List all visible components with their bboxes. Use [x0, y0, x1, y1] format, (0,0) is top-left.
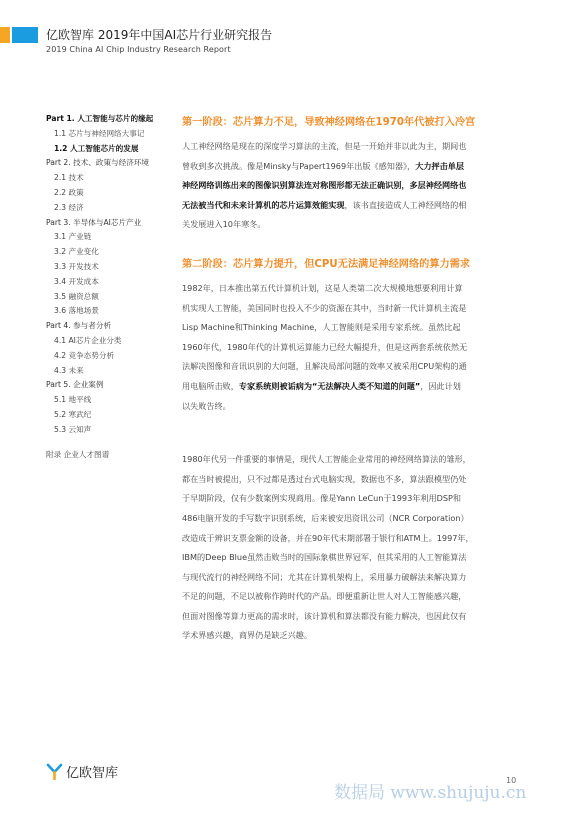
toc-item[interactable]: 2.3 经济	[54, 202, 84, 212]
text-line	[182, 509, 522, 529]
logo-text: 亿欧智库	[66, 766, 119, 781]
section3-paragraph	[182, 450, 522, 646]
toc-item[interactable]: 5.3 云知声	[54, 424, 92, 434]
text-span: 1982年，日本推出第五代计算机计划，这是人类第二次大规模地想要利用计算	[182, 282, 463, 293]
text-line	[182, 137, 522, 157]
toc-item[interactable]: 1.1 芯片与神经网络大事记	[54, 128, 145, 138]
toc-item[interactable]: 4.1 AI芯片企业分类	[54, 335, 122, 345]
text-line	[182, 299, 522, 319]
text-span: ，因此计划	[420, 380, 461, 391]
main-content	[182, 115, 522, 646]
toc-item[interactable]: 3.5 融资总额	[54, 291, 99, 301]
table-of-contents	[46, 112, 176, 462]
watermark: 数据局 www.shujuju.cn	[334, 783, 527, 803]
text-span: 机实现人工智能，美国同时也投入不少的资源在其中，当时新一代计算机主流是	[182, 302, 467, 313]
text-line	[182, 176, 522, 196]
toc-item[interactable]: 3.2 产业变化	[54, 247, 99, 257]
toc-item[interactable]: 3.4 开发成本	[54, 276, 99, 286]
text-span: 学术界感兴趣，商界仍是缺乏兴趣。	[182, 630, 313, 641]
text-span: 法解决图像和音讯识别的大问题，且解决局部问题的效率又被采用CPU架构的通	[182, 361, 467, 372]
text-span: 与现代流行的神经网络不同；尤其在计算机架构上，采用暴力破解法来解决算力	[182, 571, 467, 582]
text-line	[182, 318, 522, 338]
text-line	[182, 450, 522, 470]
section2-paragraph	[182, 279, 522, 416]
text-line	[182, 357, 522, 377]
text-span: 不足的问题，不足以被称作跨时代的产品。即便重新让世人对人工智能感兴趣，	[182, 591, 467, 602]
toc-item[interactable]: 附录 企业人才图谱	[46, 449, 110, 459]
text-span: 改造成于辨识支票金额的设备，并在90年代末期部署于银行和ATM上。1997年，	[182, 532, 474, 543]
toc-item[interactable]: 3.3 开发技术	[54, 261, 99, 271]
toc-item[interactable]: 5.1 地平线	[54, 395, 92, 405]
text-line	[182, 279, 522, 299]
text-span: 人工神经网络是现在的深度学习算法的主流，但是一开始并非以此为主，期间也	[182, 141, 467, 151]
bold-text-span: 无法被当代和未来计算机的芯片运算效能实现	[182, 199, 345, 210]
text-span: 1960年代，1980年代的计算机运算能力已经大幅提升，但是这两套系统依然无	[182, 341, 468, 352]
text-line	[182, 568, 522, 588]
text-line	[182, 587, 522, 607]
text-span: IBM的Deep Blue虽然击败当时的国际象棋世界冠军，但其采用的人工智能算法	[182, 552, 467, 563]
text-span: 486电脑开发的手写数字识别系统，后来被安迅资讯公司（NCR Corporation）	[182, 512, 469, 523]
text-line	[182, 377, 522, 397]
text-span: 都在当时被提出，只不过都是透过台式电脑实现，数据也不多，算法跟模型仍处	[182, 473, 467, 484]
toc-item[interactable]: 4.3 未来	[54, 365, 84, 375]
text-span: 曾收到多次挑战。像是Minsky与Papert1969年出版《感知器》，	[182, 160, 416, 171]
text-span: 以失败告终。	[182, 400, 231, 411]
bold-text-span: 神经网络训练出来的图像识别算法连对称图形都无法正确识别，多层神经网络也	[182, 180, 467, 191]
bold-text-span: 大力抨击单层	[415, 160, 464, 171]
toc-item[interactable]: 4.2 竞争态势分析	[54, 350, 115, 360]
toc-item[interactable]: Part 1. 人工智能与芯片的缘起	[46, 114, 154, 123]
text-line	[182, 529, 522, 549]
toc-item[interactable]: 2.2 政策	[54, 187, 84, 197]
toc-item[interactable]: Part 5. 企业案例	[46, 380, 104, 390]
header-blue-bar	[12, 27, 38, 43]
toc-item[interactable]: Part 4. 参与者分析	[46, 321, 112, 331]
text-span: 1980年代另一件重要的事情是，现代人工智能企业常用的神经网络算法的雏形，	[182, 454, 471, 465]
text-span: ，该书直接造成人工神经网络的相	[344, 199, 467, 210]
footer-logo	[46, 762, 118, 781]
header-orange-bar	[0, 27, 10, 43]
text-line	[182, 157, 522, 177]
text-line	[182, 338, 522, 358]
toc-item[interactable]: 5.2 寒武纪	[54, 409, 92, 419]
text-span: 但面对图像等算力更高的需求时，该计算机和算法都没有能力解决，也因此仅有	[182, 610, 467, 621]
text-line	[182, 626, 522, 646]
toc-item[interactable]: Part 3. 半导体与AI芯片产业	[46, 217, 142, 227]
text-line	[182, 196, 522, 216]
section1-heading: 第一阶段：芯片算力不足，导致神经网络在1970年代被打入冷宫	[182, 117, 476, 128]
page-number: 10	[506, 776, 517, 785]
toc-item[interactable]: 2.1 技术	[54, 173, 84, 183]
section1-paragraph	[182, 137, 522, 235]
text-span: 于早期阶段，仅有少数案例实现商用。像是Yann LeCun于1993年利用DSP和	[182, 493, 462, 504]
text-line	[182, 215, 522, 235]
text-span: 关发展进入10年寒冬。	[182, 219, 266, 230]
text-line	[182, 489, 522, 509]
section2-heading: 第二阶段：芯片算力提升，但CPU无法满足神经网络的算力需求	[182, 258, 471, 270]
text-line	[182, 548, 522, 568]
toc-item[interactable]: 3.1 产业链	[54, 232, 92, 242]
toc-item[interactable]: 3.6 落地场景	[54, 306, 99, 316]
report-title: 亿欧智库 2019年中国AI芯片行业研究报告	[46, 28, 273, 42]
bold-text-span: 专家系统则被诟病为“无法解决人类不知道的问题”	[238, 380, 421, 391]
text-span: Lisp Machine和Thinking Machine，人工智能则是采用专家系统。虽然比起	[182, 322, 461, 333]
logo-icon	[46, 763, 63, 780]
toc-item[interactable]: Part 2. 技术、政策与经济环境	[46, 158, 149, 168]
text-line	[182, 607, 522, 627]
text-line	[182, 470, 522, 490]
text-line	[182, 397, 522, 417]
text-span: 用电脑所击败，	[182, 380, 239, 391]
report-subtitle: 2019 China AI Chip Industry Research Report	[46, 45, 231, 54]
toc-item[interactable]: 1.2 人工智能芯片的发展	[54, 143, 139, 153]
